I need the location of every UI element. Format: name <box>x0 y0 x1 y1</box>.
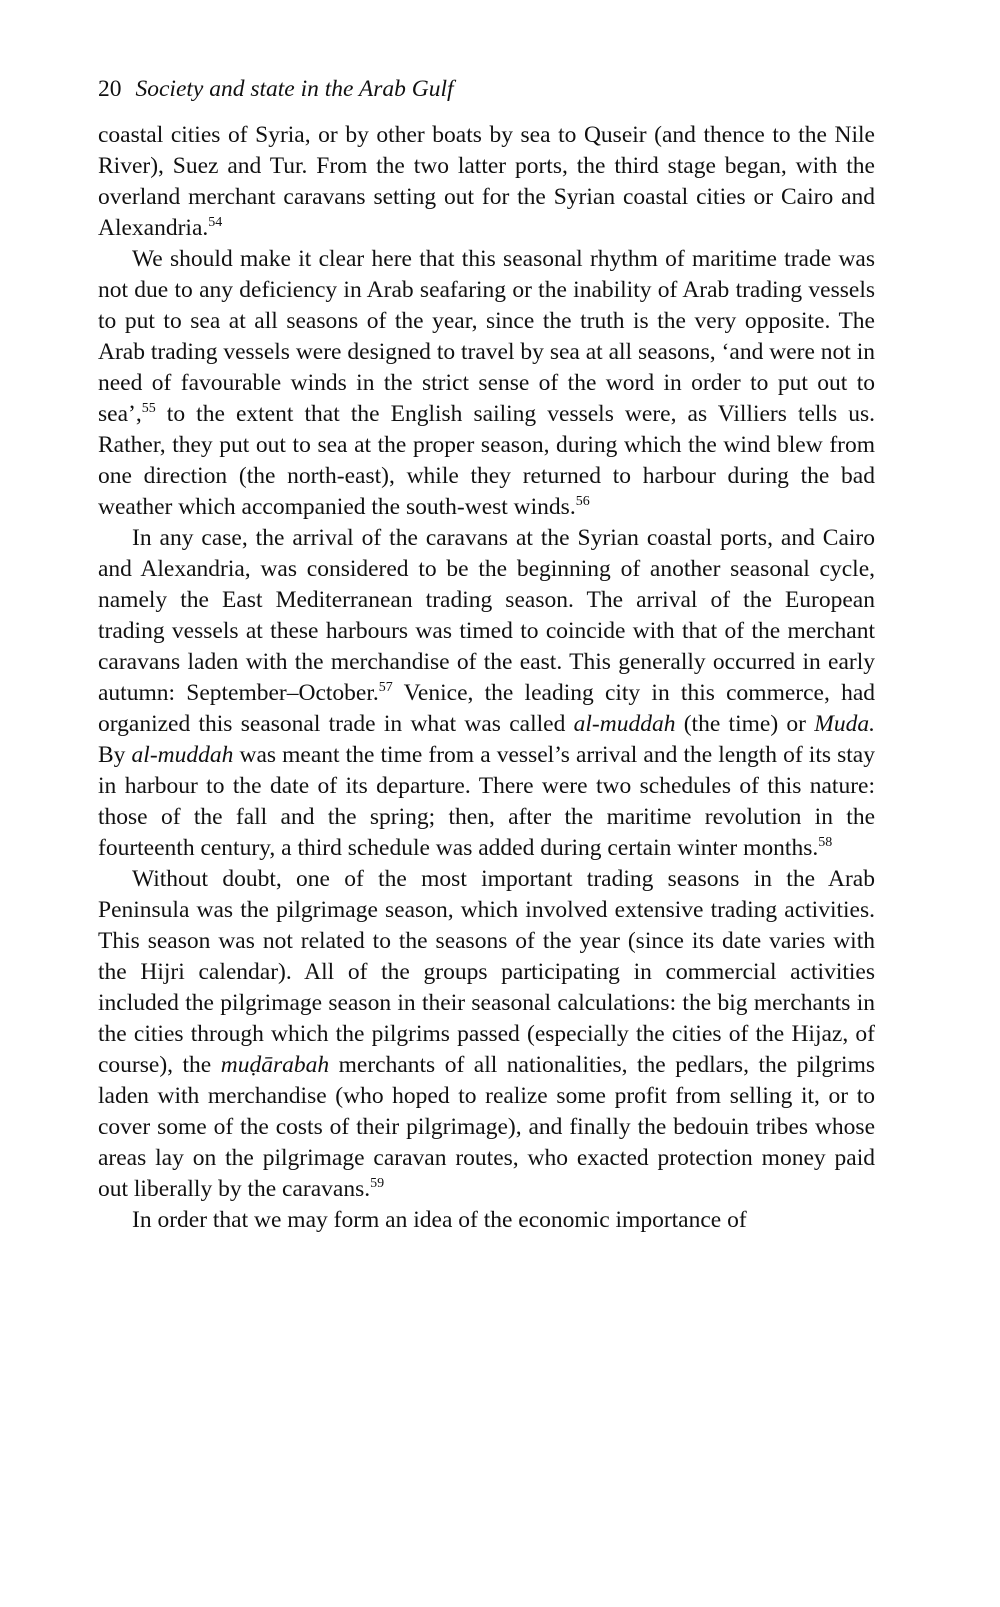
footnote-ref: 58 <box>818 834 833 850</box>
text-run: By <box>98 742 132 768</box>
text-run: coastal cities of Syria, or by other boats by sea to Quseir (and thence to the Nile River), Suez and Tur. From the two latter ports, the third stage began, with the overland merchant caravans setting out for the Syrian coastal cities or Cairo and Alexandria. <box>98 122 875 241</box>
paragraph <box>98 120 875 244</box>
italic-term: al-muddah <box>573 711 676 737</box>
footnote-ref: 57 <box>378 679 393 695</box>
page-number: 20 <box>98 76 122 102</box>
italic-term: al-muddah <box>131 742 234 768</box>
text-run: to the extent that the English sailing vessels were, as Villiers tells us. Rather, they put out to sea at the proper season, during which the wind blew from one direction (the north-east), while they returned to harbour during the bad weather which accompanied the south-west winds. <box>98 401 875 520</box>
text-run: (the time) or <box>675 711 815 737</box>
footnote-ref: 55 <box>141 400 156 416</box>
paragraph <box>98 523 875 864</box>
paragraph <box>98 864 875 1205</box>
footnote-ref: 59 <box>370 1175 385 1191</box>
text-run: In order that we may form an idea of the economic importance of <box>132 1207 747 1233</box>
paragraph <box>98 1205 875 1236</box>
footnote-ref: 54 <box>208 214 223 230</box>
text-run: Venice, the leading city in this commerce, had organized this seasonal trade in what was called <box>98 680 875 737</box>
footnote-ref: 56 <box>575 493 590 509</box>
body-text <box>98 120 875 1236</box>
book-page <box>98 74 875 1236</box>
text-run: Without doubt, one of the most important trading seasons in the Arab Peninsula was the pilgrimage season, which involved extensive trading activities. This season was not related to the seasons of the year (since its date varies with the Hijri calendar). All of the groups participating in commercial activities included the pilgrimage season in their seasonal calculations: the big merchants in the cities through which the pilgrims passed (especially the cities of the Hijaz, of course), the <box>98 866 875 1078</box>
text-run: merchants of all nationalities, the pedlars, the pilgrims laden with merchandise (who hoped to realize some profit from selling it, or to cover some of the costs of their pilgrimage), and finally the bedouin tribes whose areas lay on the pilgrimage caravan routes, who exacted protection money paid out liberally by the caravans. <box>98 1052 875 1202</box>
paragraph <box>98 244 875 523</box>
running-title: Society and state in the Arab Gulf <box>135 76 454 102</box>
italic-term: Muda. <box>814 711 875 737</box>
text-run: In any case, the arrival of the caravans at the Syrian coastal ports, and Cairo and Alexandria, was considered to be the beginning of another seasonal cycle, namely the East Mediterranean trading season. The arrival of the European trading vessels at these harbours was timed to coincide with that of the merchant caravans laden with the merchandise of the east. This generally occurred in early autumn: September–October. <box>98 525 875 706</box>
italic-term: muḍārabah <box>220 1052 330 1078</box>
running-header <box>98 74 875 104</box>
text-run: was meant the time from a vessel’s arrival and the length of its stay in harbour to the date of its departure. There were two schedules of this nature: those of the fall and the spring; then, after the maritime revolution in the fourteenth century, a third schedule was added during certain winter months. <box>98 742 875 861</box>
text-run: We should make it clear here that this seasonal rhythm of maritime trade was not due to any deficiency in Arab seafaring or the inability of Arab trading vessels to put to sea at all seasons of the year, since the truth is the very opposite. The Arab trading vessels were designed to travel by sea at all seasons, ‘and were not in need of favourable winds in the strict sense of the word in order to put out to sea’, <box>98 246 875 427</box>
